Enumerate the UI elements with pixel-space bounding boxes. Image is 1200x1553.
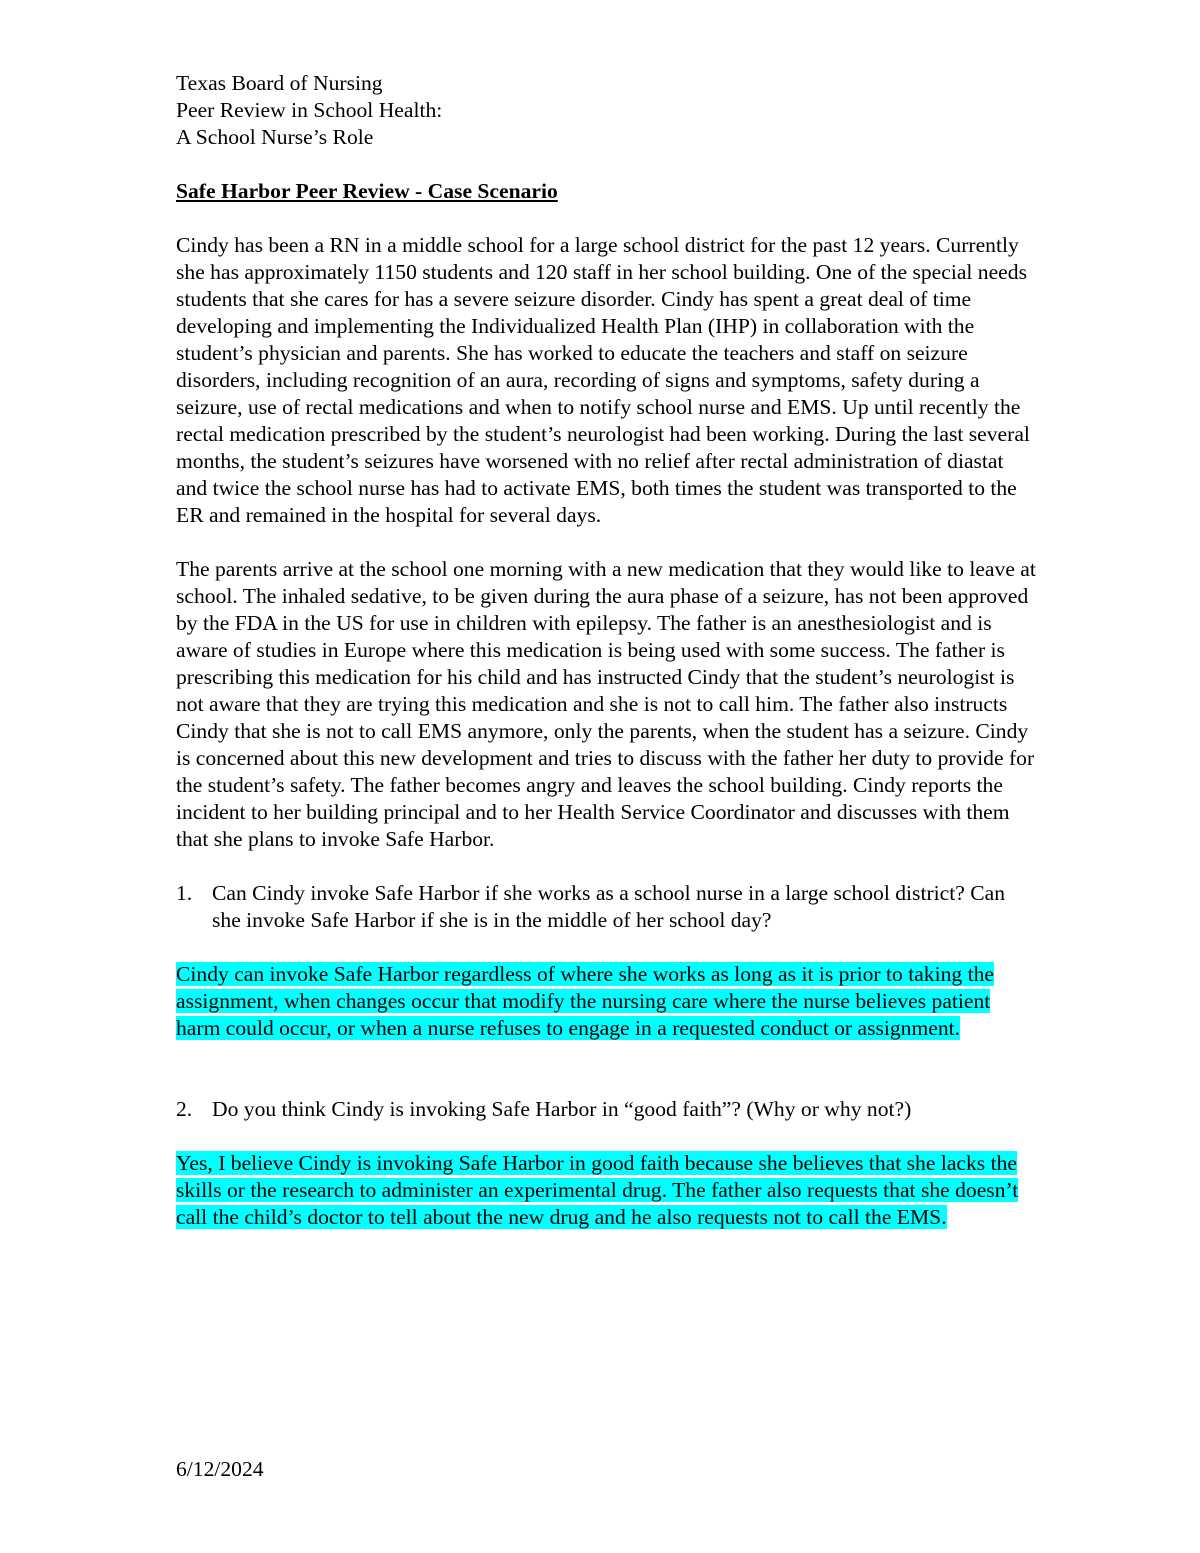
- footer-date: 6/12/2024: [176, 1457, 264, 1481]
- answer-1: [176, 961, 1036, 1042]
- header-subtitle: A School Nurse’s Role: [176, 125, 374, 149]
- question-2: [176, 1096, 1036, 1123]
- section-title: Safe Harbor Peer Review - Case Scenario: [176, 179, 558, 203]
- document-page: [176, 70, 1036, 1231]
- answer-2: [176, 1150, 1036, 1231]
- question-text: Can Cindy invoke Safe Harbor if she works as a school nurse in a large school district? Can she invoke Safe Harbor if she is in the middle of her school day?: [212, 881, 1005, 932]
- scenario-paragraph-2: The parents arrive at the school one morning with a new medication that they would like to leave at school. The inhaled sedative, to be given during the aura phase of a seizure, has not been approved by the FDA in the US for use in children with epilepsy. The father is an anesthesiologist and is aware of studies in Europe where this medication is being used with some success. The father is prescribing this medication for his child and has instructed Cindy that the student’s neurologist is not aware that they are trying this medication and she is not to call him. The father also instructs Cindy that she is not to call EMS anymore, only the parents, when the student has a seizure. Cindy is concerned about this new development and tries to discuss with the father her duty to provide for the student’s safety. The father becomes angry and leaves the school building. Cindy reports the incident to her building principal and to her Health Service Coordinator and discusses with them that she plans to invoke Safe Harbor.: [176, 557, 1036, 851]
- question-text: Do you think Cindy is invoking Safe Harbor in “good faith”? (Why or why not?): [212, 1097, 912, 1121]
- question-number: 1.: [176, 881, 193, 905]
- header-organization: Texas Board of Nursing: [176, 71, 383, 95]
- question-1: [176, 880, 1036, 934]
- question-list-2: [176, 1096, 1036, 1123]
- question-list: [176, 880, 1036, 934]
- header-topic: Peer Review in School Health:: [176, 98, 443, 122]
- question-number: 2.: [176, 1097, 193, 1121]
- highlighted-answer-text: Cindy can invoke Safe Harbor regardless of where she works as long as it is prior to taking the assignment, when changes occur that modify the nursing care where the nurse believes patient harm could occur, or when a nurse refuses to engage in a requested conduct or assignment.: [176, 962, 994, 1040]
- highlighted-answer-text: Yes, I believe Cindy is invoking Safe Harbor in good faith because she believes that she lacks the skills or the research to administer an experimental drug. The father also requests that she doesn’t call the child’s doctor to tell about the new drug and he also requests not to call the EMS.: [176, 1151, 1019, 1229]
- scenario-paragraph-1: Cindy has been a RN in a middle school for a large school district for the past 12 years. Currently she has approximately 1150 students and 120 staff in her school building. One of the special needs students that she cares for has a severe seizure disorder. Cindy has spent a great deal of time developing and implementing the Individualized Health Plan (IHP) in collaboration with the student’s physician and parents. She has worked to educate the teachers and staff on seizure disorders, including recognition of an aura, recording of signs and symptoms, safety during a seizure, use of rectal medications and when to notify school nurse and EMS. Up until recently the rectal medication prescribed by the student’s neurologist had been working. During the last several months, the student’s seizures have worsened with no relief after rectal administration of diastat and twice the school nurse has had to activate EMS, both times the student was transported to the ER and remained in the hospital for several days.: [176, 233, 1030, 527]
- document-header: [176, 70, 1036, 151]
